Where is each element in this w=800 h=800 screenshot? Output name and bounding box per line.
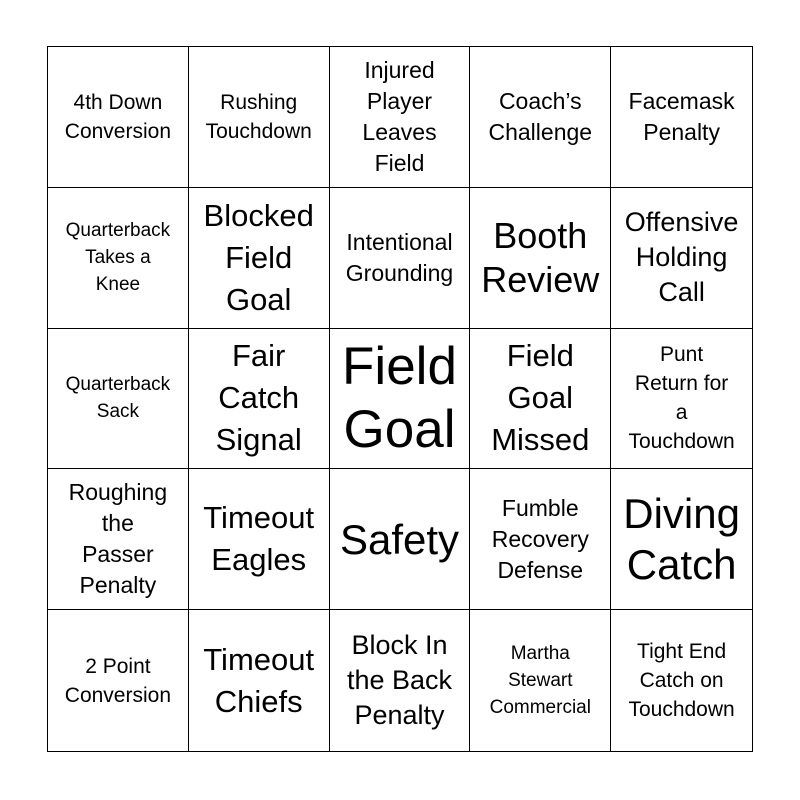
cell-label: Quarterback Takes a Knee: [65, 220, 171, 296]
cell-label: Martha Stewart Commercial: [489, 643, 591, 719]
bingo-cell[interactable]: [189, 188, 330, 329]
bingo-cell[interactable]: [189, 610, 330, 751]
bingo-cell[interactable]: [470, 47, 611, 188]
bingo-cell[interactable]: [330, 329, 471, 470]
cell-label: Offensive Holding Call: [624, 207, 739, 308]
bingo-cell[interactable]: [189, 47, 330, 188]
cell-label: Injured Player Leaves Field: [362, 56, 437, 176]
bingo-cell[interactable]: [48, 469, 189, 610]
cell-label: Timeout Chiefs: [203, 641, 315, 719]
cell-label: Blocked Field Goal: [203, 197, 314, 317]
cell-label: Field Goal: [342, 337, 457, 460]
cell-label: 4th Down Conversion: [64, 90, 172, 143]
cell-label: Punt Return for a Touchdown: [628, 343, 735, 454]
cell-label: Intentional Grounding: [345, 228, 454, 286]
cell-label: Booth Review: [481, 214, 600, 300]
cell-label: Fumble Recovery Defense: [491, 494, 589, 583]
bingo-cell[interactable]: [470, 469, 611, 610]
cell-label: 2 Point Conversion: [64, 654, 172, 707]
bingo-cell[interactable]: [611, 188, 752, 329]
bingo-cell[interactable]: [330, 47, 471, 188]
cell-label: Timeout Eagles: [203, 500, 315, 578]
cell-label: Fair Catch Signal: [215, 338, 302, 458]
cell-label: Quarterback Sack: [65, 374, 171, 423]
cell-label: Safety: [339, 515, 460, 563]
bingo-board: [47, 46, 753, 752]
bingo-cell[interactable]: [189, 329, 330, 470]
bingo-cell[interactable]: [48, 188, 189, 329]
bingo-cell[interactable]: [470, 188, 611, 329]
bingo-cell[interactable]: [330, 469, 471, 610]
bingo-cell[interactable]: [48, 329, 189, 470]
cell-label: Block In the Back Penalty: [346, 630, 453, 731]
cell-label: Coach’s Challenge: [488, 87, 593, 145]
cell-label: Field Goal Missed: [491, 338, 590, 458]
bingo-cell[interactable]: [48, 47, 189, 188]
bingo-cell[interactable]: [189, 469, 330, 610]
bingo-cell[interactable]: [611, 610, 752, 751]
bingo-cell[interactable]: [470, 329, 611, 470]
bingo-cell[interactable]: [470, 610, 611, 751]
cell-label: Tight End Catch on Touchdown: [628, 640, 735, 722]
cell-label: Roughing the Passer Penalty: [68, 479, 168, 599]
bingo-cell[interactable]: [330, 188, 471, 329]
cell-label: Rushing Touchdown: [205, 90, 312, 143]
cell-label: Diving Catch: [623, 490, 740, 589]
bingo-cell[interactable]: [48, 610, 189, 751]
bingo-cell[interactable]: [611, 329, 752, 470]
bingo-cell[interactable]: [611, 469, 752, 610]
bingo-cell[interactable]: [611, 47, 752, 188]
cell-label: Facemask Penalty: [628, 87, 735, 145]
bingo-cell[interactable]: [330, 610, 471, 751]
